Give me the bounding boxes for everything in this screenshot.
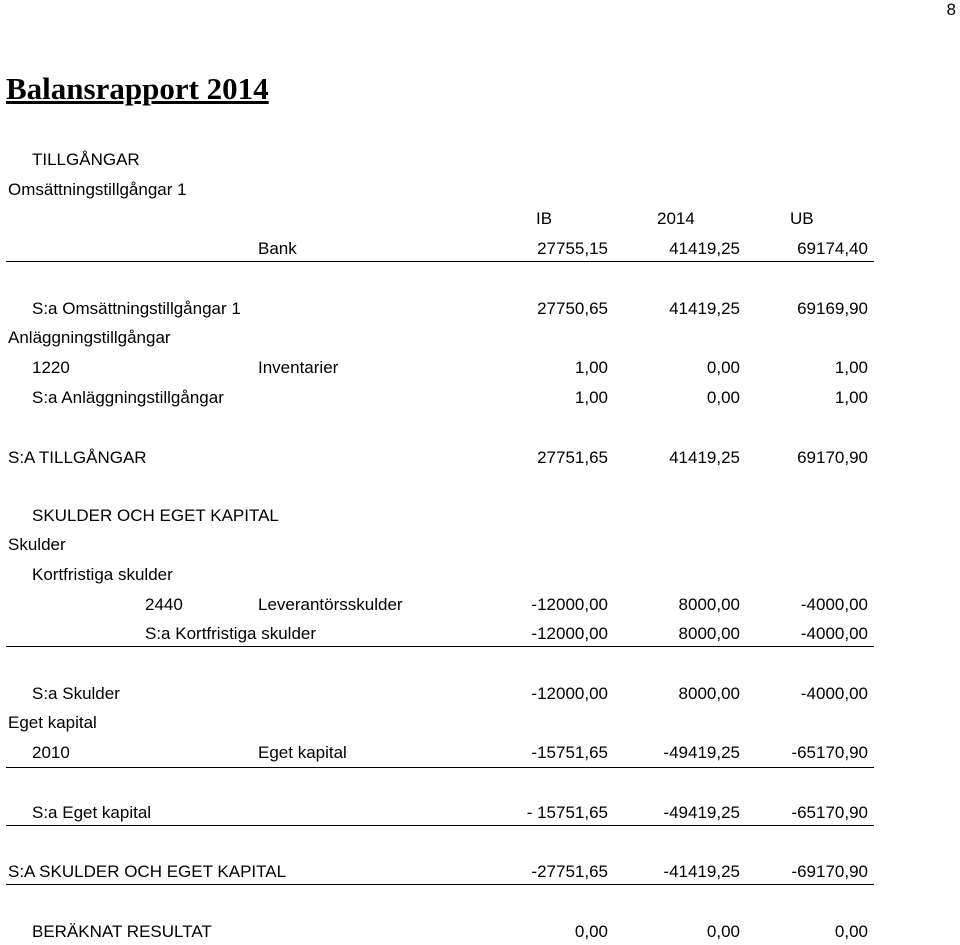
group-heading-fixed-assets: Anläggningstillgångar — [8, 328, 171, 347]
value-calculated-result-ub: 0,00 — [834, 922, 868, 941]
page-number: 8 — [946, 0, 956, 19]
value-sum-fixed-year: 0,00 — [706, 388, 740, 407]
value-calculated-result-year: 0,00 — [706, 922, 740, 941]
value-sum-liabilities-ib: -12000,00 — [531, 684, 608, 703]
value-suppliers-year: 8000,00 — [678, 595, 740, 614]
value-sum-current-ib: 27750,65 — [537, 299, 608, 318]
section-heading-liabilities-equity: SKULDER OCH EGET KAPITAL — [32, 506, 279, 525]
value-inventory-year: 0,00 — [706, 358, 740, 377]
column-header-ub: UB — [790, 209, 814, 228]
value-bank-ib: 27755,15 — [537, 239, 608, 258]
group-heading-short-term: Kortfristiga skulder — [32, 565, 173, 584]
group-heading-equity: Eget kapital — [8, 713, 97, 732]
value-total-assets-year: 41419,25 — [669, 448, 740, 467]
column-header-year: 2014 — [657, 209, 695, 228]
row-label-sum-current: S:a Omsättningstillgångar 1 — [32, 299, 241, 318]
row-label-inventory: Inventarier — [258, 358, 339, 377]
value-total-assets-ib: 27751,65 — [537, 448, 608, 467]
row-label-suppliers: Leverantörsskulder — [258, 595, 403, 614]
page-title: Balansrapport 2014 — [6, 71, 269, 106]
value-sum-current-year: 41419,25 — [669, 299, 740, 318]
value-inventory-ib: 1,00 — [574, 358, 608, 377]
divider-line — [6, 884, 874, 885]
divider-line — [6, 825, 874, 826]
value-inventory-ub: 1,00 — [834, 358, 868, 377]
value-sum-short-term-ib: -12000,00 — [531, 624, 608, 643]
value-total-liabilities-equity-year: -41419,25 — [663, 862, 740, 881]
row-label-total-liabilities-equity: S:A SKULDER OCH EGET KAPITAL — [8, 862, 287, 881]
row-label-calculated-result: BERÄKNAT RESULTAT — [32, 922, 212, 941]
value-total-liabilities-equity-ib: -27751,65 — [531, 862, 608, 881]
value-sum-fixed-ub: 1,00 — [834, 388, 868, 407]
value-sum-fixed-ib: 1,00 — [574, 388, 608, 407]
divider-line — [6, 646, 874, 647]
divider-line — [6, 261, 874, 262]
value-sum-liabilities-year: 8000,00 — [678, 684, 740, 703]
account-number-inventory: 1220 — [32, 358, 70, 377]
row-label-bank: Bank — [258, 239, 297, 258]
value-sum-short-term-ub: -4000,00 — [800, 624, 868, 643]
value-suppliers-ib: -12000,00 — [531, 595, 608, 614]
value-bank-ub: 69174,40 — [797, 239, 868, 258]
value-sum-liabilities-ub: -4000,00 — [800, 684, 868, 703]
value-total-assets-ub: 69170,90 — [797, 448, 868, 467]
row-label-sum-liabilities: S:a Skulder — [32, 684, 120, 703]
value-equity-year: -49419,25 — [663, 743, 740, 762]
value-equity-ib: -15751,65 — [531, 743, 608, 762]
account-number-equity: 2010 — [32, 743, 70, 762]
row-label-sum-equity: S:a Eget kapital — [32, 803, 152, 822]
value-sum-equity-ub: -65170,90 — [791, 803, 868, 822]
value-sum-equity-ib: - 15751,65 — [526, 803, 608, 822]
value-sum-equity-year: -49419,25 — [663, 803, 740, 822]
value-suppliers-ub: -4000,00 — [800, 595, 868, 614]
value-total-liabilities-equity-ub: -69170,90 — [791, 862, 868, 881]
value-bank-year: 41419,25 — [669, 239, 740, 258]
value-equity-ub: -65170,90 — [791, 743, 868, 762]
value-sum-short-term-year: 8000,00 — [678, 624, 740, 643]
column-header-ib: IB — [536, 209, 553, 228]
row-label-sum-fixed: S:a Anläggningstillgångar — [32, 388, 224, 407]
row-label-sum-short-term: S:a Kortfristiga skulder — [145, 624, 317, 643]
section-heading-assets: TILLGÅNGAR — [32, 150, 140, 169]
row-label-total-assets: S:A TILLGÅNGAR — [8, 448, 147, 467]
group-heading-current-assets: Omsättningstillgångar 1 — [8, 180, 187, 199]
group-heading-liabilities: Skulder — [8, 535, 66, 554]
value-sum-current-ub: 69169,90 — [797, 299, 868, 318]
row-label-equity: Eget kapital — [258, 743, 347, 762]
value-calculated-result-ib: 0,00 — [574, 922, 608, 941]
divider-line — [6, 767, 874, 768]
account-number-suppliers: 2440 — [145, 595, 183, 614]
